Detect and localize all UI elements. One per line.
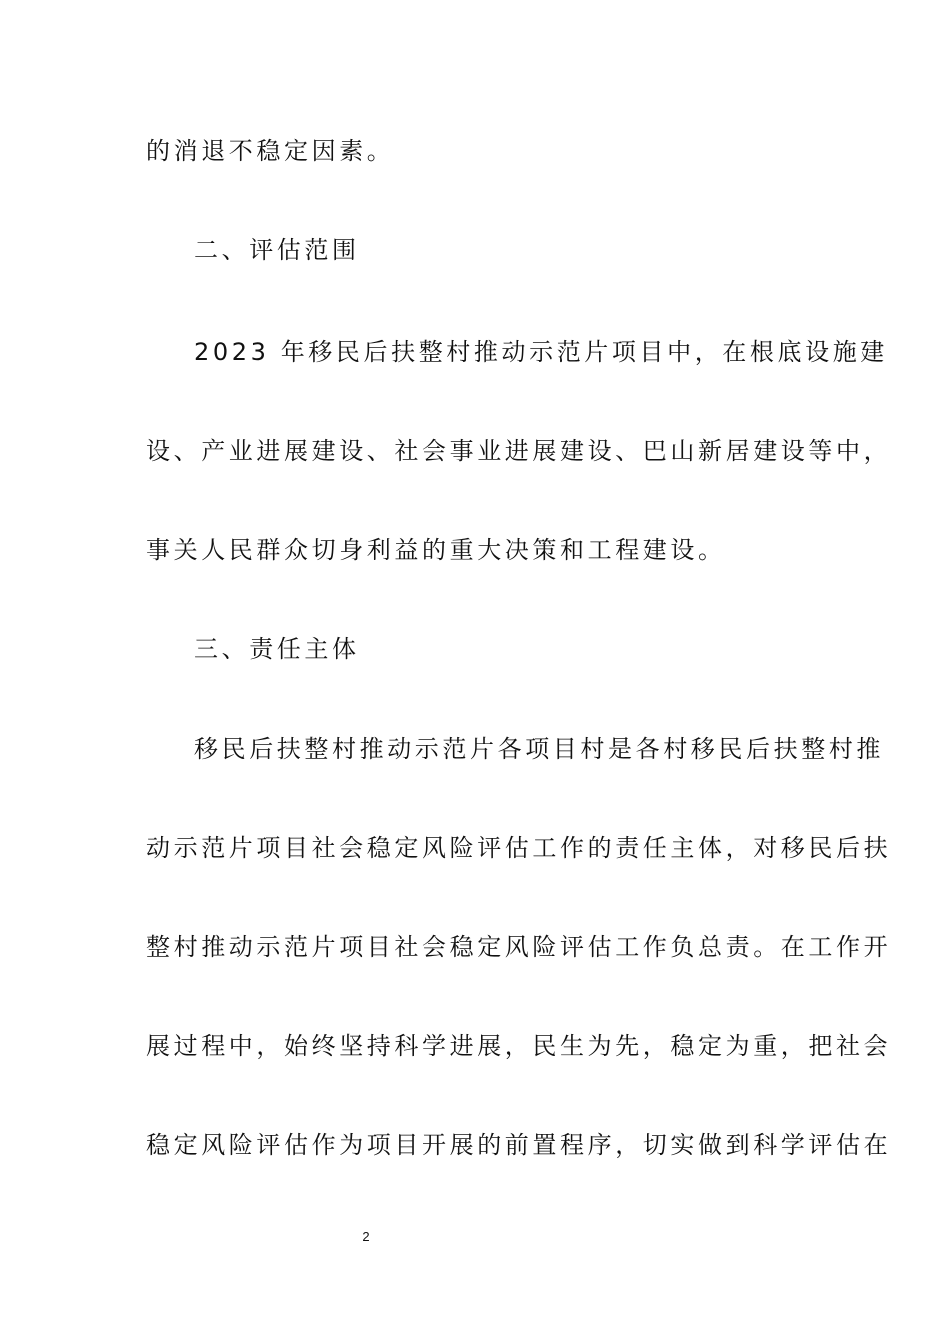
paragraph-line: 设、产业进展建设、社会事业进展建设、巴山新居建设等中， [146,437,892,465]
section-heading-responsibility: 三、责任主体 [194,635,360,663]
page-number: 2 [362,1229,370,1244]
paragraph-line: 展过程中，始终坚持科学进展，民生为先，稳定为重，把社会 [146,1032,892,1060]
paragraph-line: 整村推动示范片项目社会稳定风险评估工作负总责。在工作开 [146,933,892,961]
paragraph-line: 移民后扶整村推动示范片各项目村是各村移民后扶整村推 [194,735,884,763]
text-line: 的消退不稳定因素。 [146,137,395,165]
paragraph-line: 稳定风险评估作为项目开展的前置程序，切实做到科学评估在 [146,1131,892,1159]
section-heading-scope: 二、评估范围 [194,236,360,264]
paragraph-line: 动示范片项目社会稳定风险评估工作的责任主体，对移民后扶 [146,834,892,862]
paragraph-line: 事关人民群众切身利益的重大决策和工程建设。 [146,536,726,564]
paragraph-line: 2023 年移民后扶整村推动示范片项目中，在根底设施建 [194,338,888,366]
